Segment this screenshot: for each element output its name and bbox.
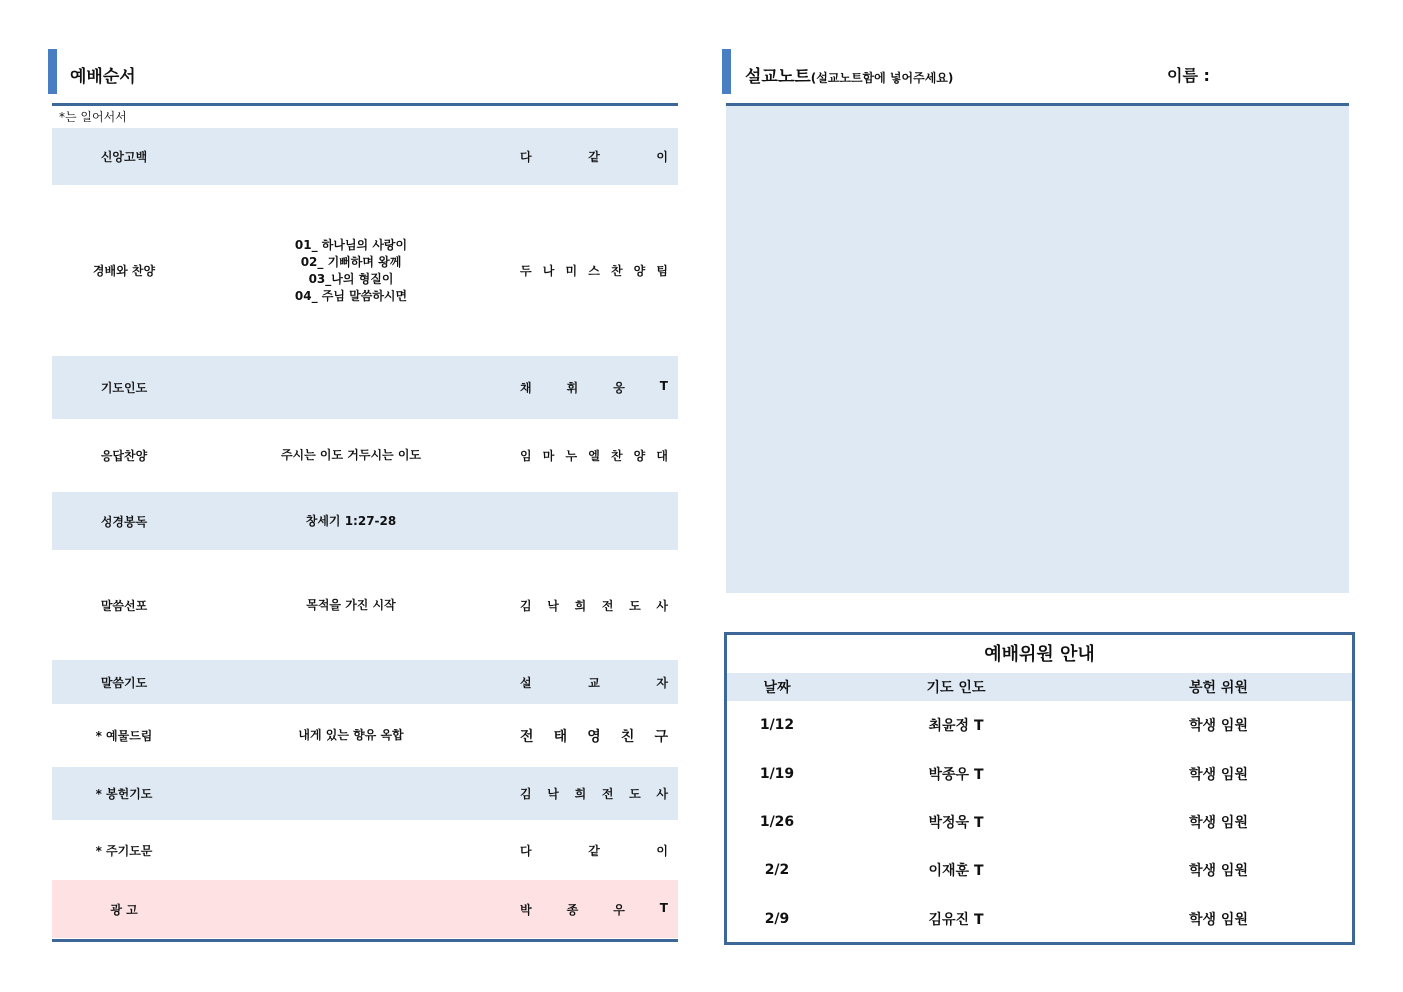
order-content [196, 447, 506, 464]
committee-offering: 학생 임원 [1189, 911, 1248, 928]
order-leader-char: 전 [520, 728, 534, 745]
order-leader-char: 찬 [610, 264, 623, 278]
committee-date: 1/12 [759, 717, 795, 734]
header-offering: 봉헌 위원 [1189, 680, 1248, 696]
order-content-line: 01_ 하나님의 사랑이 [294, 237, 408, 252]
order-leader-char: 낙 [547, 787, 559, 801]
order-leader-char: 김 [520, 787, 532, 801]
order-row [52, 185, 678, 356]
order-leader-char: 도 [629, 598, 641, 613]
right-accent-bar [722, 49, 731, 94]
order-leader-char: 이 [656, 150, 668, 164]
order-content-line: 목적을 가진 시작 [306, 597, 396, 612]
committee-row [727, 701, 1352, 749]
order-leader-char: 희 [574, 598, 587, 613]
order-leader-char: 교 [588, 675, 600, 690]
order-content-line: 주시는 이도 거두시는 이도 [280, 448, 422, 462]
committee-header-row [727, 673, 1352, 701]
order-title: 예배순서 [70, 67, 136, 87]
header-date: 날짜 [763, 680, 791, 696]
order-leader-char: 누 [565, 449, 578, 463]
order-leader-char: 희 [574, 787, 587, 801]
committee-date: 1/26 [759, 813, 795, 830]
order-content [196, 513, 506, 530]
order-content-line: 04_ 주님 말씀하시면 [294, 288, 408, 303]
order-title-rule [52, 103, 678, 106]
order-leader [506, 842, 678, 859]
order-row [52, 820, 678, 880]
order-leader-char: 친 [620, 728, 635, 745]
order-item: 광 고 [110, 902, 138, 917]
order-leader-char: 대 [656, 449, 668, 463]
order-content [196, 597, 506, 614]
committee-offering: 학생 임원 [1189, 718, 1248, 735]
order-item: 성경봉독 [100, 514, 148, 529]
committee-offering: 학생 임원 [1189, 814, 1248, 831]
order-row [52, 419, 678, 492]
order-leader [506, 262, 678, 279]
committee-date: 2/2 [764, 862, 790, 879]
order-leader-char: 이 [656, 843, 668, 858]
committee-prayer-leader: 박정욱 T [928, 814, 984, 831]
order-leader-char: 설 [520, 675, 532, 690]
order-leader [506, 597, 678, 614]
committee-row [727, 798, 1352, 846]
order-leader [506, 674, 678, 691]
order-leader-char: 마 [542, 449, 555, 463]
left-accent-bar [48, 49, 57, 94]
order-leader-char: 엘 [588, 449, 600, 463]
order-leader-char: 사 [656, 598, 668, 613]
committee-prayer-leader: 최윤정 T [928, 718, 984, 735]
order-content-line: 03_나의 형질이 [308, 271, 394, 286]
committee-row [727, 749, 1352, 797]
order-leader-char: 우 [613, 902, 625, 917]
order-item: * 주기도문 [95, 843, 153, 858]
order-leader-char: T [659, 379, 668, 393]
order-leader-char: 스 [588, 264, 600, 278]
order-leader-char: 종 [566, 902, 579, 917]
order-leader-char: 같 [588, 150, 600, 164]
order-content-line: 창세기 1:27-28 [305, 513, 397, 528]
order-leader-char: 전 [601, 598, 614, 613]
order-leader-char: 태 [553, 728, 568, 745]
order-leader-char: 같 [588, 843, 600, 858]
worship-order-table [52, 128, 678, 938]
order-item: 신앙고백 [100, 150, 148, 164]
order-leader-char: 자 [656, 675, 668, 690]
order-content-line: 02_ 기뻐하며 왕께 [300, 254, 402, 269]
order-leader-char: 양 [633, 264, 646, 278]
sermon-note-header [745, 62, 953, 87]
order-row [52, 767, 678, 820]
committee-date: 2/9 [764, 910, 790, 927]
order-leader [506, 379, 678, 396]
order-leader-char: 휘 [566, 381, 579, 395]
order-leader [506, 726, 678, 746]
order-row [52, 356, 678, 419]
order-row [52, 550, 678, 660]
order-item: * 예물드림 [95, 729, 153, 743]
committee-prayer-leader: 박종우 T [928, 766, 984, 783]
order-content-line: 내게 있는 향유 옥합 [298, 728, 404, 742]
order-item: 경배와 찬양 [92, 264, 156, 278]
sermon-note-instruction: (설교노트함에 넣어주세요) [810, 71, 954, 85]
order-row [52, 128, 678, 185]
order-content [196, 237, 506, 305]
order-leader-char: 다 [520, 150, 532, 164]
order-item: 응답찬양 [100, 449, 148, 463]
order-leader-char: 김 [520, 598, 532, 613]
order-leader-char: 양 [633, 449, 646, 463]
committee-date: 1/19 [759, 765, 795, 782]
order-leader-char: 채 [520, 381, 532, 395]
order-leader-char: 구 [654, 728, 668, 745]
committee-box [724, 632, 1355, 945]
order-leader [506, 785, 678, 802]
order-leader-char: 찬 [610, 449, 623, 463]
standing-note: *는 일어서서 [59, 110, 127, 124]
order-row [52, 704, 678, 767]
order-row [52, 660, 678, 704]
order-bottom-rule [52, 939, 678, 942]
order-leader [506, 447, 678, 464]
header-prayer-leader: 기도 인도 [926, 680, 986, 696]
order-leader-char: 전 [601, 787, 614, 801]
sermon-note-area[interactable] [726, 106, 1349, 593]
order-leader-char: 두 [520, 264, 532, 278]
order-leader-char: T [659, 900, 668, 915]
order-item: 말씀기도 [100, 675, 148, 690]
order-leader-char: 다 [520, 843, 532, 858]
order-leader-char: 사 [656, 787, 668, 801]
order-row [52, 492, 678, 550]
sermon-note-title: 설교노트 [745, 67, 811, 87]
order-leader-char: 도 [629, 787, 641, 801]
committee-prayer-leader: 김유진 T [928, 911, 984, 928]
order-leader-char: 팀 [656, 264, 668, 278]
committee-offering: 학생 임원 [1189, 863, 1248, 880]
order-item: 말씀선포 [100, 598, 148, 613]
order-leader-char: 낙 [547, 598, 559, 613]
order-leader-char: 나 [542, 264, 555, 278]
committee-row [727, 846, 1352, 894]
name-label: 이름 : [1167, 66, 1210, 85]
order-item: 기도인도 [100, 381, 148, 395]
committee-offering: 학생 임원 [1189, 766, 1248, 783]
order-leader [506, 901, 678, 918]
order-leader-char: 임 [520, 449, 532, 463]
committee-row [727, 895, 1352, 943]
committee-prayer-leader: 이재훈 T [928, 863, 984, 880]
order-leader-char: 웅 [613, 381, 625, 395]
order-item: * 봉헌기도 [95, 787, 153, 801]
order-row [52, 880, 678, 938]
order-leader [506, 148, 678, 165]
order-leader-char: 미 [565, 264, 578, 278]
order-leader-char: 박 [520, 902, 532, 917]
order-leader-char: 영 [587, 728, 601, 745]
committee-title: 예배위원 안내 [984, 644, 1095, 665]
order-content [196, 727, 506, 744]
